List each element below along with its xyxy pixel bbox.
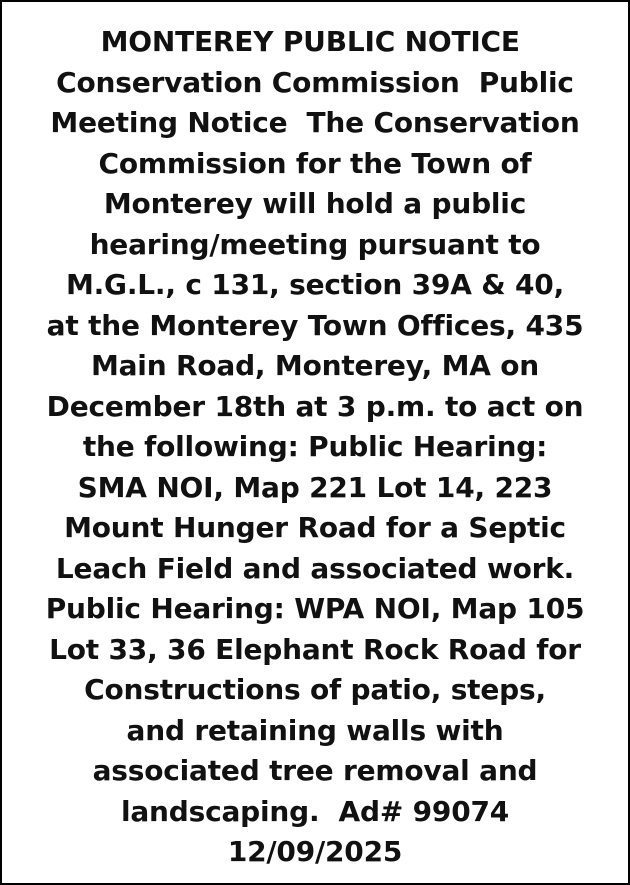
notice-line: Leach Field and associated work.: [55, 551, 575, 585]
notice-line: associated tree removal and: [92, 754, 538, 787]
notice-line: Conservation Commission Public: [56, 65, 574, 99]
notice-line: Meeting Notice The Conservation: [50, 106, 580, 139]
notice-line: Mount Hunger Road for a Septic: [64, 511, 566, 544]
notice-line: SMA NOI, Map 221 Lot 14, 223: [77, 470, 553, 504]
notice-line: at the Monterey Town Offices, 435: [46, 308, 584, 342]
notice-line: Main Road, Monterey, MA on: [90, 349, 540, 382]
notice-ad-number-line: landscaping. Ad# 99074: [120, 794, 510, 828]
notice-body: [12, 22, 618, 873]
notice-line: Commission for the Town of: [98, 146, 532, 180]
notice-line: the following: Public Hearing:: [82, 430, 548, 463]
notice-date: 12/09/2025: [227, 835, 403, 868]
notice-line: December 18th at 3 p.m. to act on: [46, 389, 584, 423]
notice-line: Public Hearing: WPA NOI, Map 105: [45, 592, 585, 625]
notice-line: and retaining walls with: [126, 713, 504, 747]
notice-line: Lot 33, 36 Elephant Rock Road for: [49, 632, 581, 666]
notice-line: Constructions of patio, steps,: [84, 673, 546, 706]
notice-line: hearing/meeting pursuant to: [89, 227, 541, 261]
notice-title: MONTEREY PUBLIC NOTICE: [100, 25, 530, 58]
notice-line: Monterey will hold a public: [103, 187, 527, 220]
notice-line: M.G.L., c 131, section 39A & 40,: [65, 268, 565, 301]
